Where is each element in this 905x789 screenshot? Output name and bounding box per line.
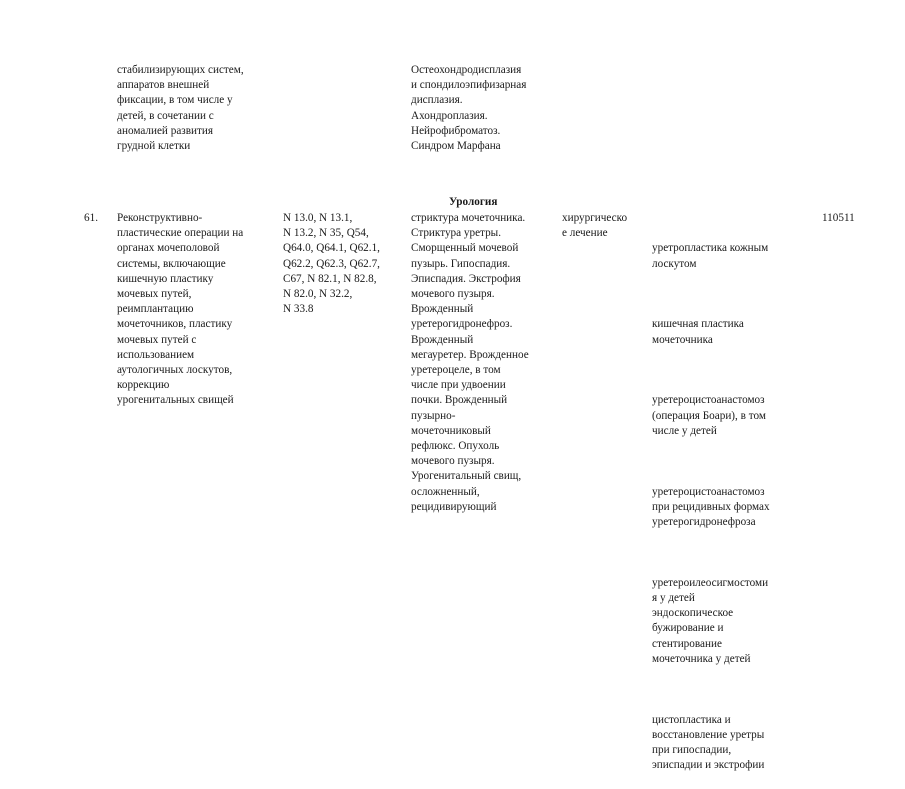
treatment-method-item: уретероилеосигмостоми я у детей эндоскопическое бужирование и стентирование мочеточника у детей xyxy=(652,576,769,665)
section-title: Урология xyxy=(449,196,498,208)
cost-value: 110511 xyxy=(822,212,855,224)
treatment-method-item: цистопластика и восстановление уретры при гипоспадии, эписпадии и экстрофии xyxy=(652,713,765,772)
continued-procedure-text: стабилизирующих систем, аппаратов внешней фиксации, в том числе у детей, в сочетании с аномалией развития грудной клетки xyxy=(117,64,244,153)
treatment-method-item: уретероцистоанастомоз при рецидивных формах уретерогидронефроза xyxy=(652,485,770,529)
diagnosis-text: стриктура мочеточника. Стриктура уретры. Сморщенный мочевой пузырь. Гипоспадия. Эписпадия. Экстрофия мочевого пузыря. Врожденный уретерогидронефроз. Врожденный мегауретер. Врожденное уретероцеле, в том числе при удвоении почки. Врожденный пузырно- мочеточниковый рефлюкс. Опухоль мочевого пузыря. Урогенитальный свищ, осложненный, рецидивирующий xyxy=(411,212,529,513)
treatment-method-item: уретероцистоанастомоз (операция Боари), в том числе у детей xyxy=(652,394,766,437)
treatment-methods-list xyxy=(652,211,770,789)
treatment-type: хирургическо е лечение xyxy=(562,212,628,240)
treatment-method-item: кишечная пластика мочеточника xyxy=(652,318,744,346)
icd-codes: N 13.0, N 13.1, N 13.2, N 35, Q54, Q64.0, Q64.1, Q62.1, Q62.2, Q62.3, Q62.7, C67, N 82.1, N 82.8, N 82.0, N 32.2, N 33.8 xyxy=(283,212,380,316)
treatment-method-item: уретропластика кожным лоскутом xyxy=(652,242,769,270)
continued-diagnosis-text: Остеохондродисплазия и спондилоэпифизарная дисплазия. Ахондроплазия. Нейрофиброматоз. Синдром Марфана xyxy=(411,64,527,153)
procedure-name: Реконструктивно- пластические операции на органах мочеполовой системы, включающие кишечную пластику мочевых путей, реимплантацию мочеточников, пластику мочевых путей с использованием аутологичных лоскутов, коррекцию урогенитальных свищей xyxy=(117,212,244,407)
row-number: 61. xyxy=(84,212,98,224)
